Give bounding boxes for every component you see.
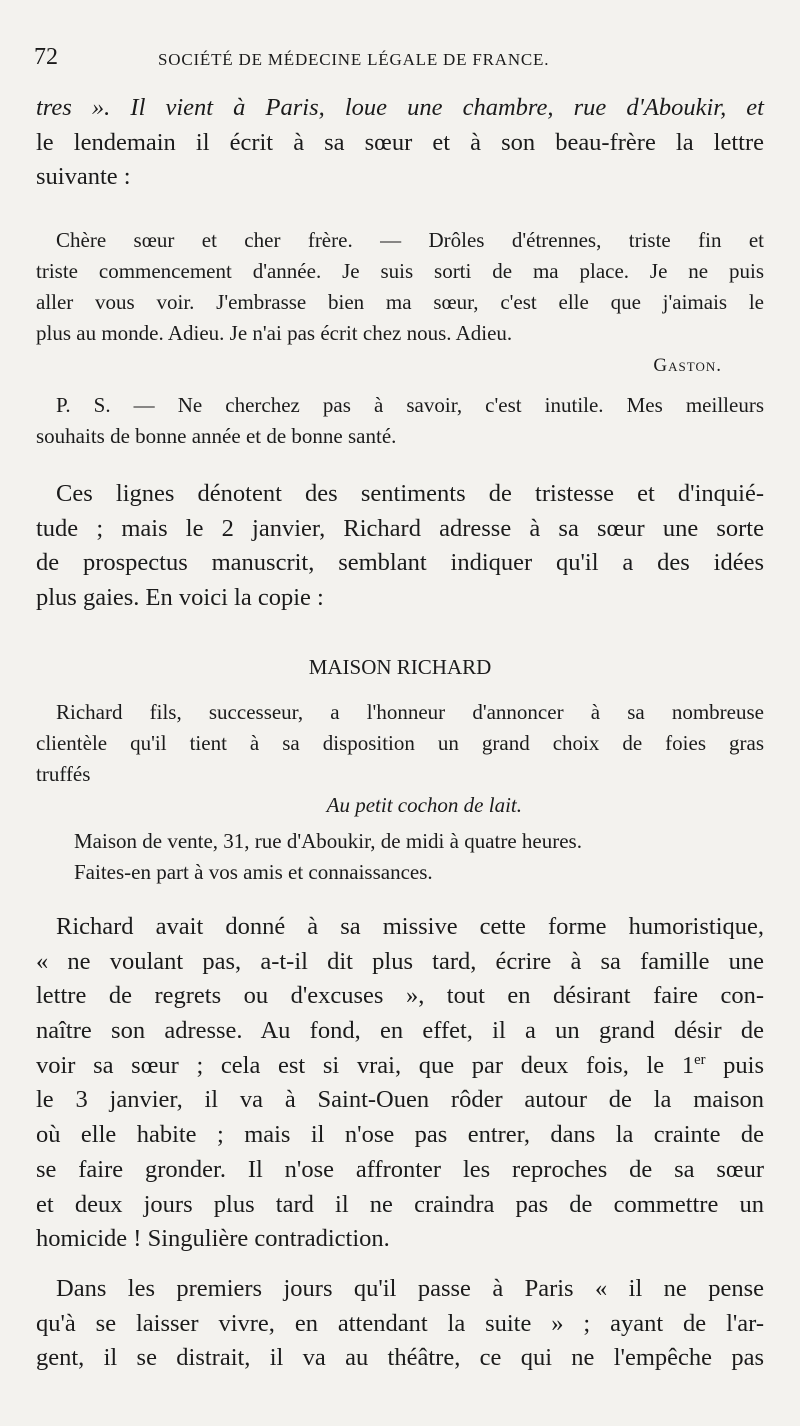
text-line: Ces lignes dénotent des sentiments de tristesse et d'inquié- [56, 480, 764, 507]
text-line: homicide ! Singulière contradiction. [36, 1225, 390, 1253]
page-number: 72 [34, 44, 58, 70]
text-line: où elle habite ; mais il n'ose pas entrer, dans la crainte de [36, 1121, 764, 1149]
letter-signature: Gaston. [653, 355, 722, 376]
text-line: tres ». Il vient à Paris, loue une chambre, rue d'Aboukir, et [36, 94, 764, 121]
text-line: plus au monde. Adieu. Je n'ai pas écrit chez nous. Adieu. [36, 321, 513, 345]
text-line: tude ; mais le 2 janvier, Richard adresse à sa sœur une sorte [36, 514, 764, 542]
text-line: Faites-en part à vos amis et connaissances. [74, 860, 433, 884]
paragraph [36, 910, 764, 1257]
text-line: Maison de vente, 31, rue d'Aboukir, de midi à quatre heures. [74, 829, 582, 853]
text-line: se faire gronder. Il n'ose affronter les reproches de sa sœur [36, 1155, 764, 1183]
text-line: souhaits de bonne année et de bonne santé. [36, 424, 397, 448]
opening-paragraph [36, 91, 764, 195]
text-line: naître son adresse. Au fond, en effet, il a un grand désir de [36, 1017, 764, 1045]
quoted-letter [36, 225, 764, 380]
text-line: Richard avait donné à sa missive cette forme humoristique, [56, 913, 764, 940]
prospectus-title: MAISON RICHARD [308, 655, 492, 679]
text-line: clientèle qu'il tient à sa disposition un grand choix de foies gras [36, 731, 764, 755]
text-line: de prospectus manuscrit, semblant indiquer qu'il a des idées [36, 549, 764, 577]
text-line: triste commencement d'année. Je suis sorti de ma place. Je ne puis [36, 259, 764, 283]
text-line: Chère sœur et cher frère. — Drôles d'étrennes, triste fin et [56, 228, 764, 252]
text-line: lettre de regrets ou d'excuses », tout en désirant faire con- [36, 982, 764, 1010]
text-line: le 3 janvier, il va à Saint-Ouen rôder autour de la maison [36, 1086, 764, 1114]
paragraph [36, 1272, 764, 1376]
text-line: suivante : [36, 163, 131, 191]
prospectus [36, 652, 764, 888]
text-line: aller vous voir. J'embrasse bien ma sœur, c'est elle que j'aimais le [36, 290, 764, 314]
paragraph [36, 477, 764, 616]
text-line: et deux jours plus tard il ne craindra pas de commettre un [36, 1190, 764, 1218]
text-line: P. S. — Ne cherchez pas à savoir, c'est inutile. Mes meilleurs [56, 393, 764, 417]
text-line: Dans les premiers jours qu'il passe à Paris « il ne pense [56, 1275, 764, 1302]
text-line: le lendemain il écrit à sa sœur et à son beau-frère la lettre [36, 128, 764, 156]
text-line: « ne voulant pas, a-t-il dit plus tard, écrire à sa famille une [36, 947, 764, 975]
page-header [34, 44, 764, 78]
text-line: plus gaies. En voici la copie : [36, 584, 324, 612]
text-line: qu'à se laisser vivre, en attendant la suite » ; ayant de l'ar- [36, 1309, 764, 1337]
text-line: Richard fils, successeur, a l'honneur d'annoncer à sa nombreuse [56, 700, 764, 724]
text-line: truffés [36, 762, 91, 786]
postscript [36, 390, 764, 452]
running-head: SOCIÉTÉ DE MÉDECINE LÉGALE DE FRANCE. [158, 50, 550, 69]
text-line: voir sa sœur ; cela est si vrai, que par deux fois, le 1er puis [36, 1051, 765, 1079]
text-line: gent, il se distrait, il va au théâtre, ce qui ne l'empêche pas [36, 1344, 764, 1372]
shop-name: Au petit cochon de lait. [326, 793, 522, 817]
